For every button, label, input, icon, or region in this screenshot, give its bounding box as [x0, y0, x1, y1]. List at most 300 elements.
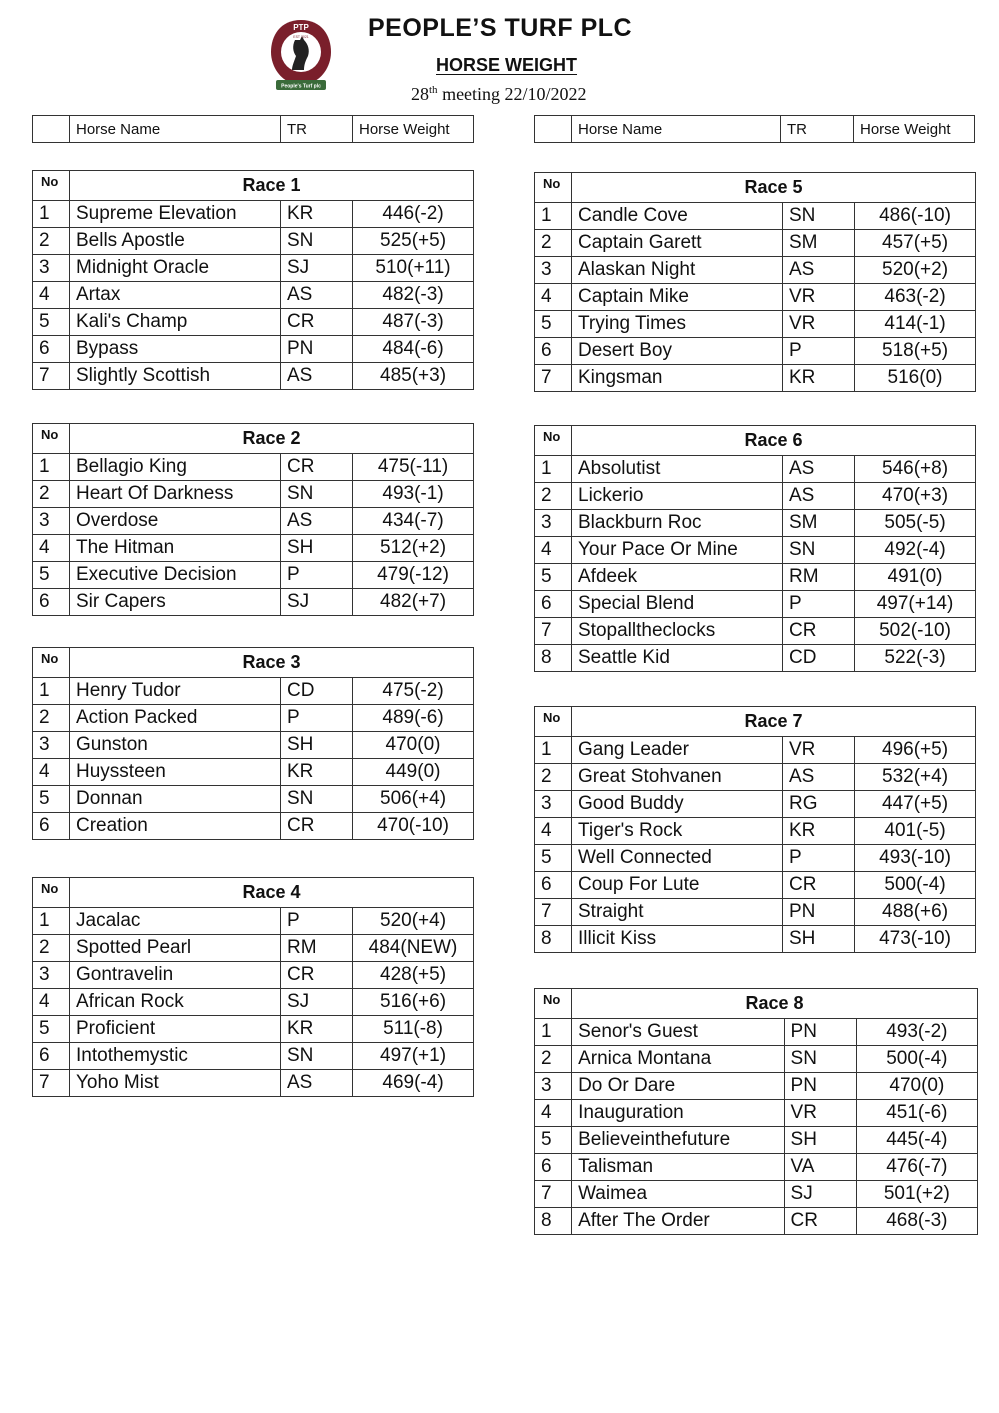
horse-name: Donnan — [70, 786, 281, 813]
horse-weight: 476(-7) — [856, 1154, 977, 1181]
horse-weight: 428(+5) — [353, 962, 474, 989]
table-row — [535, 338, 976, 365]
trainer-code: KR — [783, 365, 855, 392]
table-row — [33, 786, 474, 813]
horse-weight: 401(-5) — [855, 818, 976, 845]
horse-weight: 505(-5) — [855, 510, 976, 537]
table-row — [33, 336, 474, 363]
table-row — [535, 645, 976, 672]
table-row — [535, 926, 976, 953]
row-number: 3 — [535, 510, 572, 537]
race-header-row — [535, 707, 976, 737]
horse-name: Gang Leader — [572, 737, 783, 764]
row-number: 4 — [33, 282, 70, 309]
horse-weight: 493(-1) — [353, 481, 474, 508]
horse-name: Straight — [572, 899, 783, 926]
row-number: 3 — [535, 257, 572, 284]
table-row — [535, 1046, 978, 1073]
table-row — [535, 1100, 978, 1127]
horse-name: Proficient — [70, 1016, 281, 1043]
table-row — [33, 732, 474, 759]
horse-name: Gontravelin — [70, 962, 281, 989]
table-row — [535, 845, 976, 872]
table-row — [535, 872, 976, 899]
table-row — [535, 1181, 978, 1208]
race-header-row — [535, 173, 976, 203]
horse-weight: 484(-6) — [353, 336, 474, 363]
trainer-code: SN — [783, 537, 855, 564]
horse-weight: 446(-2) — [353, 201, 474, 228]
row-number: 7 — [535, 365, 572, 392]
trainer-code: VR — [783, 284, 855, 311]
horse-weight: 492(-4) — [855, 537, 976, 564]
horse-weight: 482(-3) — [353, 282, 474, 309]
row-number: 6 — [33, 336, 70, 363]
trainer-code: VA — [784, 1154, 856, 1181]
race-table — [32, 170, 474, 390]
page-title: PEOPLE’S TURF PLC — [368, 14, 633, 42]
race-header-row — [33, 648, 474, 678]
row-number: 4 — [33, 759, 70, 786]
table-row — [33, 282, 474, 309]
col-horse-name: Horse Name — [572, 116, 781, 143]
race-title: Race 2 — [70, 424, 474, 454]
row-number: 7 — [535, 899, 572, 926]
no-header: No — [33, 648, 70, 678]
trainer-code: CR — [783, 872, 855, 899]
horse-name: The Hitman — [70, 535, 281, 562]
logo-caption: People's Turf plc — [281, 83, 321, 90]
row-number: 6 — [535, 872, 572, 899]
trainer-code: CR — [281, 813, 353, 840]
race-table — [534, 988, 978, 1235]
row-number: 1 — [535, 456, 572, 483]
race-header-row — [33, 424, 474, 454]
trainer-code: RM — [783, 564, 855, 591]
horse-name: Captain Garett — [572, 230, 783, 257]
horse-weight: 518(+5) — [855, 338, 976, 365]
horse-weight: 510(+11) — [353, 255, 474, 282]
horse-weight: 516(+6) — [353, 989, 474, 1016]
no-header: No — [535, 426, 572, 456]
horse-weight: 496(+5) — [855, 737, 976, 764]
race-header-row — [33, 171, 474, 201]
horse-name: After The Order — [572, 1208, 784, 1235]
race-title: Race 5 — [572, 173, 976, 203]
horse-weight: 525(+5) — [353, 228, 474, 255]
col-tr: TR — [281, 116, 353, 143]
trainer-code: SM — [783, 510, 855, 537]
horse-weight: 489(-6) — [353, 705, 474, 732]
table-row — [535, 1127, 978, 1154]
table-row — [33, 228, 474, 255]
table-row — [535, 564, 976, 591]
trainer-code: SH — [281, 732, 353, 759]
horse-name: Supreme Elevation — [70, 201, 281, 228]
trainer-code: CR — [783, 618, 855, 645]
meeting-date: meeting 22/10/2022 — [437, 84, 587, 104]
horse-weight: 470(-10) — [353, 813, 474, 840]
horse-weight: 470(+3) — [855, 483, 976, 510]
page-header — [0, 0, 999, 110]
horse-weight: 522(-3) — [855, 645, 976, 672]
table-row — [535, 1154, 978, 1181]
row-number: 3 — [33, 962, 70, 989]
horse-weight: 491(0) — [855, 564, 976, 591]
row-number: 1 — [535, 203, 572, 230]
race-title: Race 1 — [70, 171, 474, 201]
horse-name: Jacalac — [70, 908, 281, 935]
horse-weight: 512(+2) — [353, 535, 474, 562]
trainer-code: AS — [783, 764, 855, 791]
meeting-suffix: th — [429, 84, 438, 96]
trainer-code: PN — [784, 1019, 856, 1046]
race-header-row — [33, 878, 474, 908]
no-header: No — [535, 989, 572, 1019]
table-row — [33, 589, 474, 616]
horse-weight: 449(0) — [353, 759, 474, 786]
table-row — [535, 203, 976, 230]
row-number: 6 — [33, 813, 70, 840]
race-title: Race 4 — [70, 878, 474, 908]
trainer-code: SJ — [281, 989, 353, 1016]
table-row — [535, 483, 976, 510]
meeting-line — [411, 84, 587, 105]
horse-weight: 485(+3) — [353, 363, 474, 390]
row-number: 2 — [535, 483, 572, 510]
horse-name: Kali's Champ — [70, 309, 281, 336]
horse-weight: 447(+5) — [855, 791, 976, 818]
row-number: 8 — [535, 1208, 572, 1235]
horse-name: Trying Times — [572, 311, 783, 338]
horse-weight: 532(+4) — [855, 764, 976, 791]
horse-name: Seattle Kid — [572, 645, 783, 672]
row-number: 5 — [33, 786, 70, 813]
row-number: 2 — [33, 935, 70, 962]
row-number: 5 — [33, 1016, 70, 1043]
race-table — [32, 877, 474, 1097]
horse-name: Bypass — [70, 336, 281, 363]
table-row — [535, 737, 976, 764]
horse-weight: 501(+2) — [856, 1181, 977, 1208]
trainer-code: KR — [281, 1016, 353, 1043]
table-row — [33, 255, 474, 282]
horse-weight: 487(-3) — [353, 309, 474, 336]
table-row — [33, 454, 474, 481]
table-row — [535, 899, 976, 926]
table-row — [33, 309, 474, 336]
column-header-right — [534, 115, 975, 143]
horse-weight: 506(+4) — [353, 786, 474, 813]
trainer-code: RM — [281, 935, 353, 962]
trainer-code: SM — [783, 230, 855, 257]
horse-weight: 473(-10) — [855, 926, 976, 953]
col-horse-weight: Horse Weight — [854, 116, 975, 143]
row-number: 1 — [33, 201, 70, 228]
horse-name: Desert Boy — [572, 338, 783, 365]
row-number: 2 — [535, 1046, 572, 1073]
race-table — [32, 647, 474, 840]
table-row — [535, 1208, 978, 1235]
trainer-code: P — [281, 562, 353, 589]
table-row — [535, 230, 976, 257]
table-row — [33, 535, 474, 562]
row-number: 4 — [33, 535, 70, 562]
table-row — [535, 284, 976, 311]
trainer-code: PN — [784, 1073, 856, 1100]
table-row — [33, 363, 474, 390]
horse-name: Illicit Kiss — [572, 926, 783, 953]
trainer-code: CR — [281, 962, 353, 989]
trainer-code: SN — [281, 1043, 353, 1070]
table-row — [33, 759, 474, 786]
row-number: 5 — [535, 311, 572, 338]
horse-name: Good Buddy — [572, 791, 783, 818]
horse-name: African Rock — [70, 989, 281, 1016]
row-number: 8 — [535, 645, 572, 672]
table-row — [535, 818, 976, 845]
race-table — [534, 425, 976, 672]
horse-weight: 479(-12) — [353, 562, 474, 589]
trainer-code: AS — [783, 456, 855, 483]
no-header: No — [33, 424, 70, 454]
horse-name: Great Stohvanen — [572, 764, 783, 791]
trainer-code: P — [783, 845, 855, 872]
horse-weight: 457(+5) — [855, 230, 976, 257]
horse-name: Blackburn Roc — [572, 510, 783, 537]
table-row — [33, 201, 474, 228]
table-row — [535, 257, 976, 284]
horse-name: Midnight Oracle — [70, 255, 281, 282]
trainer-code: VR — [783, 737, 855, 764]
trainer-code: AS — [281, 282, 353, 309]
trainer-code: AS — [783, 483, 855, 510]
trainer-code: SH — [281, 535, 353, 562]
table-row — [535, 764, 976, 791]
horse-name: Absolutist — [572, 456, 783, 483]
trainer-code: CR — [784, 1208, 856, 1235]
row-number: 7 — [535, 618, 572, 645]
horse-weight: 546(+8) — [855, 456, 976, 483]
ptp-horse-logo — [268, 16, 334, 94]
trainer-code: VR — [784, 1100, 856, 1127]
table-row — [535, 1073, 978, 1100]
horse-weight: 463(-2) — [855, 284, 976, 311]
horse-weight: 445(-4) — [856, 1127, 977, 1154]
table-row — [33, 562, 474, 589]
column-header-left — [32, 115, 474, 143]
table-row — [33, 1016, 474, 1043]
horse-name: Alaskan Night — [572, 257, 783, 284]
row-number: 4 — [535, 1100, 572, 1127]
no-header: No — [33, 171, 70, 201]
row-number: 3 — [33, 732, 70, 759]
row-number: 2 — [33, 228, 70, 255]
horse-weight: 470(0) — [856, 1073, 977, 1100]
horse-weight: 500(-4) — [856, 1046, 977, 1073]
table-row — [33, 908, 474, 935]
trainer-code: KR — [281, 759, 353, 786]
logo-text: PTP — [293, 23, 309, 32]
trainer-code: AS — [281, 363, 353, 390]
row-number: 2 — [535, 230, 572, 257]
table-row — [33, 705, 474, 732]
row-number: 1 — [33, 908, 70, 935]
horse-name: Overdose — [70, 508, 281, 535]
horse-name: Artax — [70, 282, 281, 309]
trainer-code: SN — [281, 786, 353, 813]
table-row — [535, 1019, 978, 1046]
row-number: 6 — [535, 1154, 572, 1181]
horse-name: Executive Decision — [70, 562, 281, 589]
col-horse-weight: Horse Weight — [353, 116, 474, 143]
trainer-code: KR — [783, 818, 855, 845]
horse-name: Believeinthefuture — [572, 1127, 784, 1154]
race-title: Race 6 — [572, 426, 976, 456]
horse-name: Your Pace Or Mine — [572, 537, 783, 564]
row-number: 3 — [535, 791, 572, 818]
horse-weight: 484(NEW) — [353, 935, 474, 962]
horse-name: Senor's Guest — [572, 1019, 784, 1046]
trainer-code: AS — [281, 508, 353, 535]
row-number: 8 — [535, 926, 572, 953]
row-number: 4 — [535, 818, 572, 845]
no-header: No — [535, 173, 572, 203]
horse-weight: 493(-2) — [856, 1019, 977, 1046]
horse-weight: 414(-1) — [855, 311, 976, 338]
meeting-number: 28 — [411, 84, 429, 104]
row-number: 1 — [535, 1019, 572, 1046]
race-title: Race 3 — [70, 648, 474, 678]
table-row — [33, 962, 474, 989]
trainer-code: AS — [783, 257, 855, 284]
horse-name: Intothemystic — [70, 1043, 281, 1070]
table-row — [33, 678, 474, 705]
table-row — [535, 365, 976, 392]
horse-name: Tiger's Rock — [572, 818, 783, 845]
horse-name: Waimea — [572, 1181, 784, 1208]
horse-weight: 500(-4) — [855, 872, 976, 899]
logo-est: EST 2021 — [293, 35, 309, 39]
row-number: 4 — [535, 284, 572, 311]
horse-weight: 482(+7) — [353, 589, 474, 616]
trainer-code: SJ — [784, 1181, 856, 1208]
trainer-code: SH — [784, 1127, 856, 1154]
trainer-code: CD — [783, 645, 855, 672]
trainer-code: P — [783, 338, 855, 365]
table-row — [33, 508, 474, 535]
horse-name: Inauguration — [572, 1100, 784, 1127]
trainer-code: P — [281, 705, 353, 732]
table-row — [33, 813, 474, 840]
horse-name: Arnica Montana — [572, 1046, 784, 1073]
trainer-code: VR — [783, 311, 855, 338]
table-row — [535, 456, 976, 483]
horse-name: Lickerio — [572, 483, 783, 510]
page-subtitle: HORSE WEIGHT — [436, 55, 578, 75]
table-row — [33, 1070, 474, 1097]
table-row — [33, 935, 474, 962]
trainer-code: AS — [281, 1070, 353, 1097]
trainer-code: P — [281, 908, 353, 935]
table-row — [535, 791, 976, 818]
horse-weight: 475(-2) — [353, 678, 474, 705]
row-number: 5 — [33, 562, 70, 589]
trainer-code: CR — [281, 309, 353, 336]
trainer-code: SN — [784, 1046, 856, 1073]
table-row — [535, 537, 976, 564]
race-table — [534, 172, 976, 392]
row-number: 2 — [33, 705, 70, 732]
table-row — [33, 481, 474, 508]
horse-weight: 470(0) — [353, 732, 474, 759]
no-header: No — [33, 878, 70, 908]
trainer-code: RG — [783, 791, 855, 818]
horse-weight: 434(-7) — [353, 508, 474, 535]
horse-weight: 497(+1) — [353, 1043, 474, 1070]
row-number: 7 — [33, 1070, 70, 1097]
row-number: 2 — [535, 764, 572, 791]
race-table — [534, 706, 976, 953]
race-title: Race 7 — [572, 707, 976, 737]
horse-name: Slightly Scottish — [70, 363, 281, 390]
race-title: Race 8 — [572, 989, 978, 1019]
no-header: No — [535, 707, 572, 737]
trainer-code: SJ — [281, 255, 353, 282]
horse-name: Gunston — [70, 732, 281, 759]
row-number: 4 — [535, 537, 572, 564]
row-number: 4 — [33, 989, 70, 1016]
horse-name: Well Connected — [572, 845, 783, 872]
horse-weight: 520(+4) — [353, 908, 474, 935]
row-number: 5 — [535, 564, 572, 591]
table-row — [535, 311, 976, 338]
table-row — [535, 510, 976, 537]
horse-weight: 469(-4) — [353, 1070, 474, 1097]
horse-weight: 488(+6) — [855, 899, 976, 926]
row-number: 6 — [535, 338, 572, 365]
row-number: 1 — [33, 678, 70, 705]
table-row — [535, 618, 976, 645]
horse-weight: 511(-8) — [353, 1016, 474, 1043]
race-header-row — [535, 426, 976, 456]
horse-name: Sir Capers — [70, 589, 281, 616]
trainer-code: KR — [281, 201, 353, 228]
horse-name: Spotted Pearl — [70, 935, 281, 962]
col-horse-name: Horse Name — [70, 116, 281, 143]
horse-name: Heart Of Darkness — [70, 481, 281, 508]
horse-weight: 520(+2) — [855, 257, 976, 284]
horse-name: Henry Tudor — [70, 678, 281, 705]
row-number: 3 — [535, 1073, 572, 1100]
table-row — [33, 989, 474, 1016]
horse-name: Candle Cove — [572, 203, 783, 230]
race-header-row — [535, 989, 978, 1019]
horse-weight: 451(-6) — [856, 1100, 977, 1127]
horse-weight: 502(-10) — [855, 618, 976, 645]
trainer-code: P — [783, 591, 855, 618]
horse-name: Captain Mike — [572, 284, 783, 311]
row-number: 1 — [33, 454, 70, 481]
col-tr: TR — [781, 116, 854, 143]
trainer-code: SN — [783, 203, 855, 230]
row-number: 6 — [33, 1043, 70, 1070]
race-table — [32, 423, 474, 616]
row-number: 5 — [535, 845, 572, 872]
horse-name: Bells Apostle — [70, 228, 281, 255]
row-number: 5 — [535, 1127, 572, 1154]
horse-name: Afdeek — [572, 564, 783, 591]
